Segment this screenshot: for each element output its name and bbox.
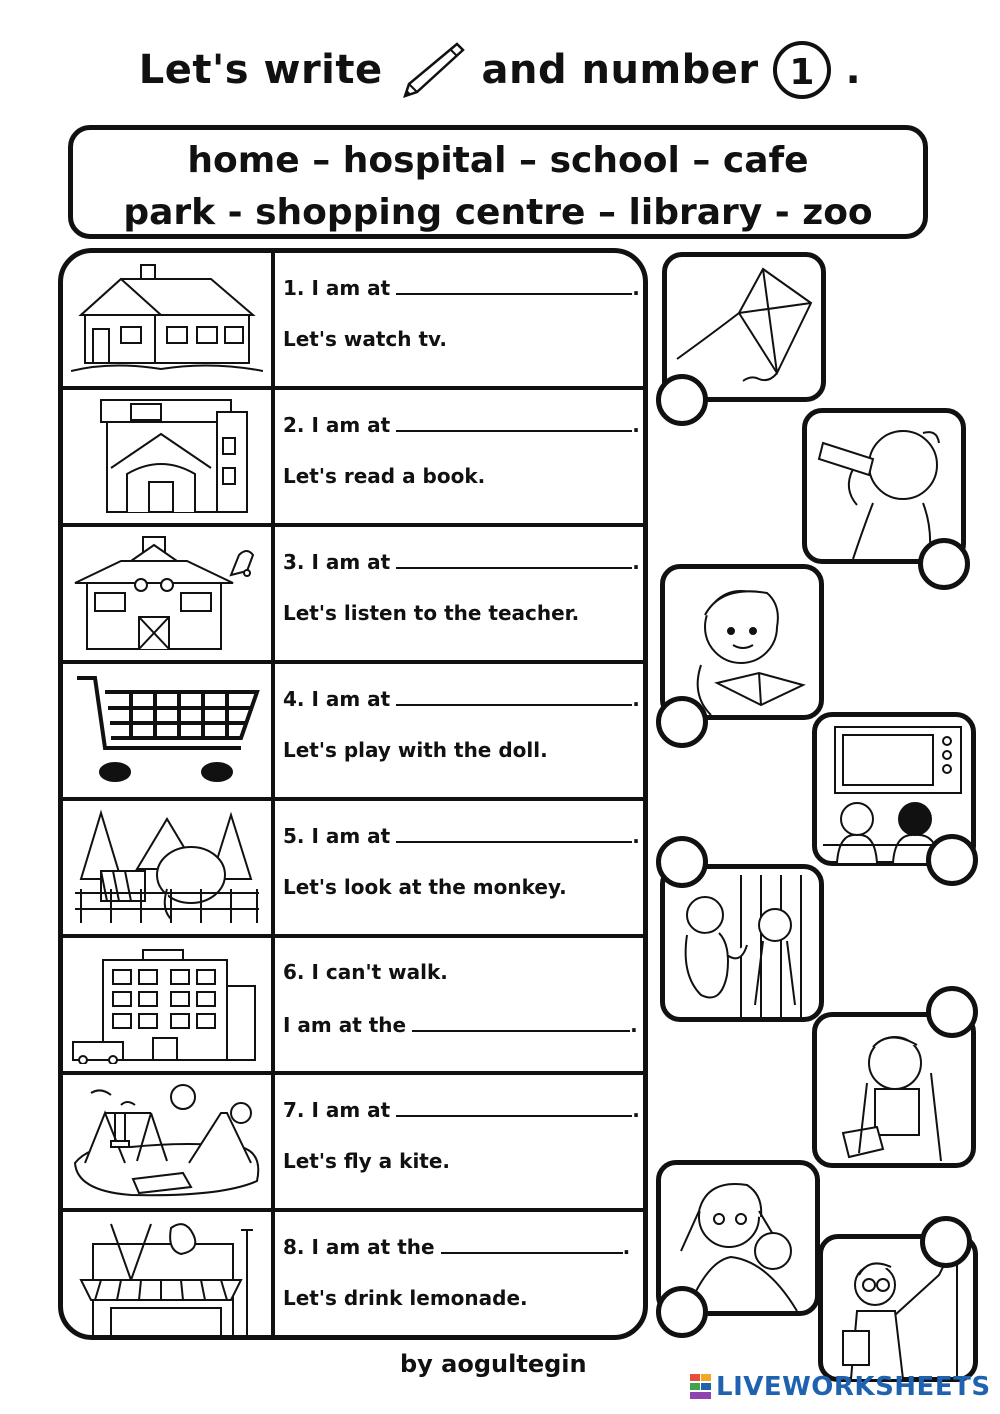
cafe-icon bbox=[71, 1220, 263, 1338]
cafe-picture bbox=[63, 1212, 275, 1340]
row-3-question: 3. I am at . bbox=[283, 550, 640, 574]
park-icon bbox=[71, 1083, 263, 1201]
monkey-icon bbox=[671, 875, 821, 1019]
answer-blank[interactable] bbox=[396, 1097, 632, 1117]
answer-blank[interactable] bbox=[396, 275, 632, 295]
shopping-cart-icon bbox=[71, 672, 263, 790]
row-7-question: 7. I am at . bbox=[283, 1098, 640, 1122]
school-icon bbox=[71, 535, 263, 653]
row-7-sentence: Let's fly a kite. bbox=[283, 1149, 451, 1173]
worksheet-title bbox=[0, 40, 1000, 110]
house-picture bbox=[63, 253, 275, 386]
boy-with-crutches-icon bbox=[823, 1023, 973, 1165]
row-4-question: 4. I am at . bbox=[283, 687, 640, 711]
row-2-sentence: Let's read a book. bbox=[283, 464, 486, 488]
pencil-icon bbox=[397, 40, 467, 100]
row-6-sentence: I am at the . bbox=[283, 1013, 638, 1037]
house-icon bbox=[71, 261, 263, 379]
table-row bbox=[63, 664, 643, 801]
liveworksheets-brand: LIVEWORKSHEETS bbox=[716, 1372, 991, 1402]
row-4-sentence: Let's play with the doll. bbox=[283, 738, 548, 762]
exercise-table bbox=[58, 248, 648, 1340]
answer-circle[interactable] bbox=[918, 538, 970, 590]
answer-circle[interactable] bbox=[656, 374, 708, 426]
answer-circle[interactable] bbox=[656, 836, 708, 888]
table-row bbox=[63, 801, 643, 938]
word-bank-line2: park - shopping centre – library - zoo bbox=[123, 192, 873, 233]
zoo-picture bbox=[63, 801, 275, 934]
park-picture bbox=[63, 1075, 275, 1208]
row-8-sentence: Let's drink lemonade. bbox=[283, 1286, 528, 1310]
answer-circle[interactable] bbox=[926, 834, 978, 886]
answer-blank[interactable] bbox=[396, 686, 632, 706]
liveworksheets-logo-icon bbox=[690, 1374, 712, 1400]
row-2-question: 2. I am at . bbox=[283, 413, 640, 437]
answer-blank[interactable] bbox=[396, 823, 632, 843]
row-5-question: 5. I am at . bbox=[283, 824, 640, 848]
answer-blank[interactable] bbox=[441, 1234, 623, 1254]
row-3-sentence: Let's listen to the teacher. bbox=[283, 601, 580, 625]
library-icon bbox=[71, 398, 263, 516]
answer-blank[interactable] bbox=[396, 549, 632, 569]
number-circle: 1 bbox=[773, 41, 831, 99]
answer-circle[interactable] bbox=[656, 1286, 708, 1338]
row-1-sentence: Let's watch tv. bbox=[283, 327, 448, 351]
row-1-question: 1. I am at . bbox=[283, 276, 640, 300]
word-bank-line1: home – hospital – school – cafe bbox=[187, 140, 809, 181]
zoo-icon bbox=[71, 809, 263, 927]
author-credit: by aogultegin bbox=[400, 1350, 587, 1378]
answer-blank[interactable] bbox=[396, 412, 632, 432]
answer-circle[interactable] bbox=[920, 1216, 972, 1268]
row-6-question: 6. I can't walk. bbox=[283, 960, 448, 984]
table-row bbox=[63, 938, 643, 1075]
title-part1: Let's write bbox=[138, 47, 383, 93]
table-row bbox=[63, 527, 643, 664]
table-row bbox=[63, 253, 643, 390]
school-picture bbox=[63, 527, 275, 660]
hospital-picture bbox=[63, 938, 275, 1071]
shopping-cart-picture bbox=[63, 664, 275, 797]
word-bank bbox=[68, 125, 928, 239]
row-5-sentence: Let's look at the monkey. bbox=[283, 875, 567, 899]
answer-circle[interactable] bbox=[926, 986, 978, 1038]
answer-circle[interactable] bbox=[656, 696, 708, 748]
title-part2: and number bbox=[481, 47, 759, 93]
table-row bbox=[63, 1075, 643, 1212]
answer-blank[interactable] bbox=[412, 1012, 630, 1032]
girl-reading-icon bbox=[671, 575, 821, 717]
title-end: . bbox=[845, 47, 862, 93]
row-8-question: 8. I am at the . bbox=[283, 1235, 631, 1259]
table-row bbox=[63, 390, 643, 527]
table-row bbox=[63, 1212, 643, 1340]
hospital-icon bbox=[71, 946, 263, 1064]
library-picture bbox=[63, 390, 275, 523]
